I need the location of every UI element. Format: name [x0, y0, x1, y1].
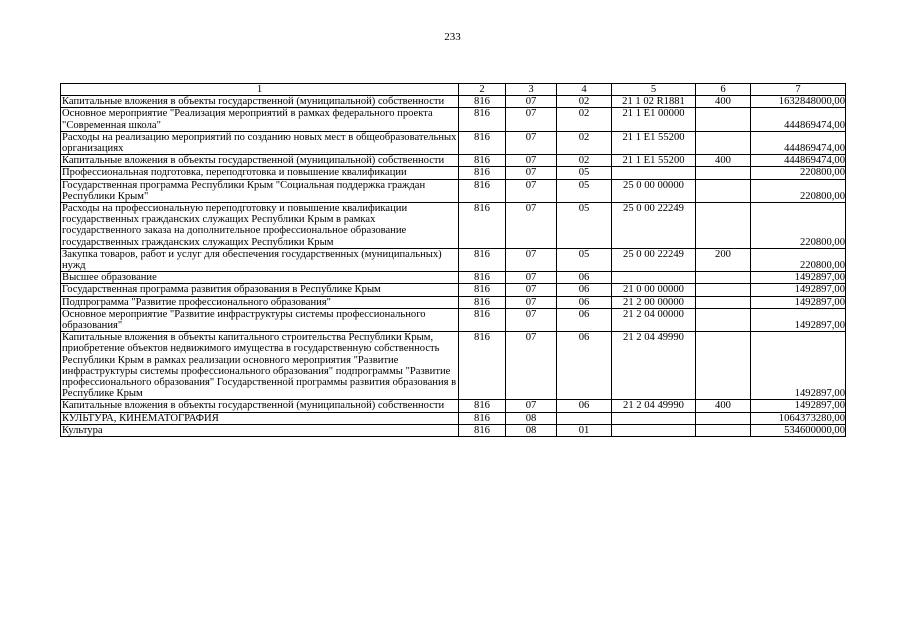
column-header: 7	[751, 84, 846, 96]
row-kind-cell	[696, 131, 751, 154]
row-target-cell: 21 0 00 00000	[612, 284, 696, 296]
row-name-cell: Государственная программа развития образования в Республике Крым	[61, 284, 459, 296]
row-name-cell: Закупка товаров, работ и услуг для обеспечения государственных (муниципальных) нужд	[61, 248, 459, 271]
row-subsection-cell	[557, 412, 612, 424]
row-kind-cell	[696, 284, 751, 296]
row-target-cell: 25 0 00 22249	[612, 203, 696, 249]
row-target-cell: 21 2 04 49990	[612, 400, 696, 412]
row-amount-cell: 444869474,00	[751, 131, 846, 154]
column-header: 1	[61, 84, 459, 96]
row-amount-cell: 444869474,00	[751, 155, 846, 167]
row-subsection-cell: 01	[557, 424, 612, 436]
row-kind-cell	[696, 308, 751, 331]
row-section-cell: 07	[506, 284, 557, 296]
row-name-cell: Высшее образование	[61, 272, 459, 284]
row-subsection-cell: 06	[557, 296, 612, 308]
row-kind-cell: 400	[696, 155, 751, 167]
row-amount-cell: 1632848000,00	[751, 96, 846, 108]
row-amount-cell: 1492897,00	[751, 400, 846, 412]
table-row	[61, 248, 846, 271]
table-row	[61, 308, 846, 331]
row-target-cell: 21 2 00 00000	[612, 296, 696, 308]
table-row	[61, 412, 846, 424]
row-kind-cell	[696, 332, 751, 400]
row-name-cell: Подпрограмма "Развитие профессионального образования"	[61, 296, 459, 308]
row-subsection-cell: 05	[557, 203, 612, 249]
row-code-cell: 816	[459, 412, 506, 424]
row-code-cell: 816	[459, 284, 506, 296]
column-header: 4	[557, 84, 612, 96]
row-name-cell: Капитальные вложения в объекты государственной (муниципальной) собственности	[61, 400, 459, 412]
row-target-cell	[612, 272, 696, 284]
row-target-cell: 21 1 E1 00000	[612, 108, 696, 131]
row-section-cell: 08	[506, 424, 557, 436]
table-row	[61, 296, 846, 308]
row-name-cell: Основное мероприятие "Развитие инфраструктуры системы профессионального образования"	[61, 308, 459, 331]
row-target-cell	[612, 424, 696, 436]
table-row	[61, 424, 846, 436]
table-header-row	[61, 84, 846, 96]
row-subsection-cell: 02	[557, 155, 612, 167]
row-name-cell: Расходы на профессиональную переподготовку и повышение квалификации государственных гражданских служащих Республики Крым в рамках государственного заказа на дополнительное профессиональное образование государственных гражданских служащих Республики Крым	[61, 203, 459, 249]
row-section-cell: 07	[506, 332, 557, 400]
budget-table	[60, 83, 846, 437]
row-amount-cell: 1492897,00	[751, 284, 846, 296]
row-target-cell	[612, 412, 696, 424]
column-header: 2	[459, 84, 506, 96]
page-number: 233	[444, 31, 461, 43]
row-code-cell: 816	[459, 308, 506, 331]
row-name-cell: Культура	[61, 424, 459, 436]
row-subsection-cell: 02	[557, 131, 612, 154]
row-subsection-cell: 06	[557, 272, 612, 284]
row-section-cell: 07	[506, 131, 557, 154]
row-code-cell: 816	[459, 248, 506, 271]
row-code-cell: 816	[459, 131, 506, 154]
row-code-cell: 816	[459, 96, 506, 108]
row-section-cell: 07	[506, 272, 557, 284]
row-section-cell: 07	[506, 96, 557, 108]
row-name-cell: Основное мероприятие "Реализация мероприятий в рамках федерального проекта "Современная школа"	[61, 108, 459, 131]
row-section-cell: 07	[506, 203, 557, 249]
row-amount-cell: 220800,00	[751, 179, 846, 202]
row-name-cell: КУЛЬТУРА, КИНЕМАТОГРАФИЯ	[61, 412, 459, 424]
row-section-cell: 07	[506, 108, 557, 131]
row-code-cell: 816	[459, 155, 506, 167]
row-section-cell: 07	[506, 155, 557, 167]
row-amount-cell: 220800,00	[751, 248, 846, 271]
row-target-cell: 25 0 00 00000	[612, 179, 696, 202]
row-amount-cell: 444869474,00	[751, 108, 846, 131]
table-row	[61, 155, 846, 167]
row-section-cell: 07	[506, 296, 557, 308]
row-amount-cell: 1492897,00	[751, 332, 846, 400]
row-kind-cell: 400	[696, 96, 751, 108]
row-code-cell: 816	[459, 424, 506, 436]
row-subsection-cell: 06	[557, 400, 612, 412]
row-name-cell: Государственная программа Республики Крым "Социальная поддержка граждан Республики Крым"	[61, 179, 459, 202]
table-row	[61, 108, 846, 131]
row-kind-cell: 400	[696, 400, 751, 412]
row-target-cell	[612, 167, 696, 179]
table-row	[61, 332, 846, 400]
row-subsection-cell: 02	[557, 108, 612, 131]
row-target-cell: 21 1 E1 55200	[612, 131, 696, 154]
row-kind-cell	[696, 203, 751, 249]
row-amount-cell: 220800,00	[751, 167, 846, 179]
row-code-cell: 816	[459, 272, 506, 284]
row-kind-cell	[696, 424, 751, 436]
row-subsection-cell: 06	[557, 332, 612, 400]
row-name-cell: Капитальные вложения в объекты государственной (муниципальной) собственности	[61, 155, 459, 167]
row-subsection-cell: 02	[557, 96, 612, 108]
row-subsection-cell: 06	[557, 284, 612, 296]
row-amount-cell: 534600000,00	[751, 424, 846, 436]
row-section-cell: 07	[506, 179, 557, 202]
row-name-cell: Капитальные вложения в объекты государственной (муниципальной) собственности	[61, 96, 459, 108]
row-amount-cell: 1492897,00	[751, 296, 846, 308]
row-amount-cell: 1064373280,00	[751, 412, 846, 424]
row-code-cell: 816	[459, 400, 506, 412]
row-code-cell: 816	[459, 296, 506, 308]
row-code-cell: 816	[459, 332, 506, 400]
column-header: 5	[612, 84, 696, 96]
row-code-cell: 816	[459, 167, 506, 179]
row-kind-cell	[696, 272, 751, 284]
row-subsection-cell: 05	[557, 167, 612, 179]
row-section-cell: 07	[506, 248, 557, 271]
row-section-cell: 07	[506, 308, 557, 331]
row-kind-cell	[696, 412, 751, 424]
table-row	[61, 96, 846, 108]
row-target-cell: 21 1 02 R1881	[612, 96, 696, 108]
table-row	[61, 167, 846, 179]
row-kind-cell: 200	[696, 248, 751, 271]
column-header: 3	[506, 84, 557, 96]
row-target-cell: 21 2 04 49990	[612, 332, 696, 400]
row-kind-cell	[696, 179, 751, 202]
row-name-cell: Капитальные вложения в объекты капитального строительства Республики Крым, приобретение объектов недвижимого имущества в государственную собственность Республики Крым в рамках реализации основного мероприятия "Развитие инфраструктуры системы профессионального образования" подпрограммы "Развитие профессионального образования" Государственной программы развития образования в Республике Крым	[61, 332, 459, 400]
row-subsection-cell: 05	[557, 248, 612, 271]
row-target-cell: 25 0 00 22249	[612, 248, 696, 271]
row-name-cell: Расходы на реализацию мероприятий по созданию новых мест в общеобразовательных организациях	[61, 131, 459, 154]
row-amount-cell: 1492897,00	[751, 272, 846, 284]
table-row	[61, 203, 846, 249]
row-section-cell: 08	[506, 412, 557, 424]
row-subsection-cell: 06	[557, 308, 612, 331]
row-kind-cell	[696, 108, 751, 131]
table-row	[61, 284, 846, 296]
column-header: 6	[696, 84, 751, 96]
row-subsection-cell: 05	[557, 179, 612, 202]
row-kind-cell	[696, 296, 751, 308]
table-row	[61, 131, 846, 154]
row-amount-cell: 220800,00	[751, 203, 846, 249]
row-section-cell: 07	[506, 167, 557, 179]
row-code-cell: 816	[459, 108, 506, 131]
row-target-cell: 21 1 E1 55200	[612, 155, 696, 167]
row-amount-cell: 1492897,00	[751, 308, 846, 331]
row-kind-cell	[696, 167, 751, 179]
table-row	[61, 179, 846, 202]
table-row	[61, 272, 846, 284]
row-code-cell: 816	[459, 179, 506, 202]
row-name-cell: Профессиональная подготовка, переподготовка и повышение квалификации	[61, 167, 459, 179]
table-row	[61, 400, 846, 412]
row-section-cell: 07	[506, 400, 557, 412]
row-code-cell: 816	[459, 203, 506, 249]
row-target-cell: 21 2 04 00000	[612, 308, 696, 331]
